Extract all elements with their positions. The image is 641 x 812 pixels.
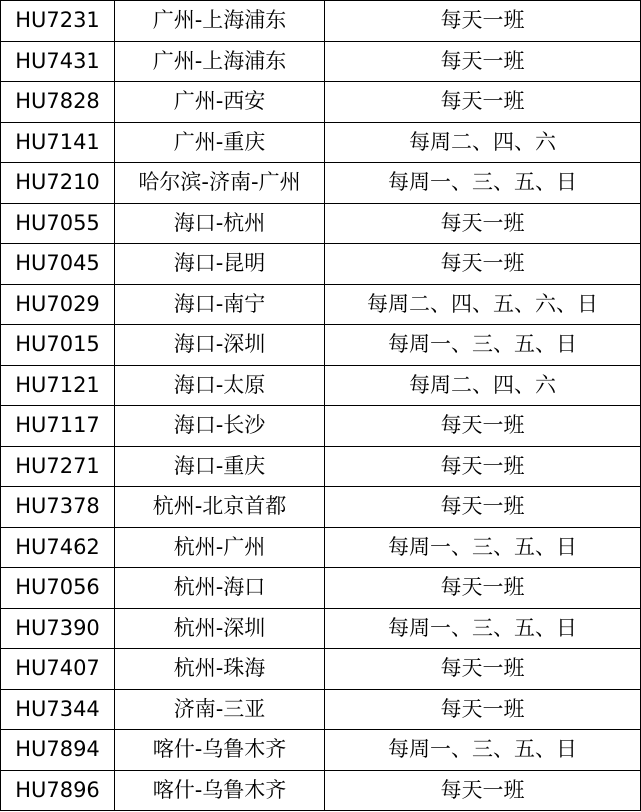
schedule-cell: 每天一班 <box>325 446 641 487</box>
flight-number-cell: HU7462 <box>1 527 115 568</box>
route-cell: 广州-重庆 <box>115 122 325 163</box>
schedule-cell: 每天一班 <box>325 487 641 528</box>
route-cell: 喀什-乌鲁木齐 <box>115 730 325 771</box>
schedule-cell: 每周一、三、五、日 <box>325 325 641 366</box>
flight-number-cell: HU7121 <box>1 365 115 406</box>
flight-number-cell: HU7407 <box>1 649 115 690</box>
route-cell: 济南-三亚 <box>115 689 325 730</box>
table-row <box>1 649 641 690</box>
route-cell: 海口-昆明 <box>115 244 325 285</box>
schedule-cell: 每周一、三、五、日 <box>325 163 641 204</box>
schedule-cell: 每天一班 <box>325 649 641 690</box>
flight-number-cell: HU7210 <box>1 163 115 204</box>
flight-number-cell: HU7431 <box>1 41 115 82</box>
flight-number-cell: HU7271 <box>1 446 115 487</box>
flight-number-cell: HU7117 <box>1 406 115 447</box>
route-cell: 海口-长沙 <box>115 406 325 447</box>
table-row <box>1 446 641 487</box>
table-row <box>1 406 641 447</box>
flight-number-cell: HU7056 <box>1 568 115 609</box>
table-row <box>1 203 641 244</box>
route-cell: 哈尔滨-济南-广州 <box>115 163 325 204</box>
schedule-cell: 每天一班 <box>325 568 641 609</box>
route-cell: 海口-太原 <box>115 365 325 406</box>
route-cell: 海口-深圳 <box>115 325 325 366</box>
table-row <box>1 689 641 730</box>
schedule-cell: 每天一班 <box>325 244 641 285</box>
table-row <box>1 568 641 609</box>
route-cell: 杭州-海口 <box>115 568 325 609</box>
schedule-cell: 每天一班 <box>325 770 641 811</box>
flight-number-cell: HU7378 <box>1 487 115 528</box>
table-row <box>1 770 641 811</box>
route-cell: 广州-上海浦东 <box>115 1 325 42</box>
schedule-cell: 每天一班 <box>325 82 641 123</box>
schedule-cell: 每天一班 <box>325 689 641 730</box>
route-cell: 杭州-深圳 <box>115 608 325 649</box>
route-cell: 喀什-乌鲁木齐 <box>115 770 325 811</box>
flight-number-cell: HU7141 <box>1 122 115 163</box>
flight-number-cell: HU7894 <box>1 730 115 771</box>
route-cell: 杭州-北京首都 <box>115 487 325 528</box>
table-row <box>1 41 641 82</box>
schedule-cell: 每周二、四、六 <box>325 122 641 163</box>
table-row <box>1 365 641 406</box>
table-row <box>1 163 641 204</box>
table-row <box>1 122 641 163</box>
table-row <box>1 527 641 568</box>
table-row <box>1 487 641 528</box>
flight-number-cell: HU7828 <box>1 82 115 123</box>
schedule-cell: 每天一班 <box>325 41 641 82</box>
route-cell: 杭州-广州 <box>115 527 325 568</box>
table-row <box>1 284 641 325</box>
schedule-cell: 每周一、三、五、日 <box>325 730 641 771</box>
flight-number-cell: HU7231 <box>1 1 115 42</box>
route-cell: 海口-杭州 <box>115 203 325 244</box>
flight-number-cell: HU7015 <box>1 325 115 366</box>
flight-number-cell: HU7896 <box>1 770 115 811</box>
table-row <box>1 325 641 366</box>
flight-number-cell: HU7045 <box>1 244 115 285</box>
flight-number-cell: HU7390 <box>1 608 115 649</box>
route-cell: 广州-上海浦东 <box>115 41 325 82</box>
schedule-cell: 每天一班 <box>325 1 641 42</box>
table-row <box>1 608 641 649</box>
schedule-cell: 每周一、三、五、日 <box>325 527 641 568</box>
table-row <box>1 82 641 123</box>
schedule-cell: 每天一班 <box>325 203 641 244</box>
flight-table-body <box>1 1 641 811</box>
flight-number-cell: HU7344 <box>1 689 115 730</box>
table-row <box>1 244 641 285</box>
table-row <box>1 1 641 42</box>
route-cell: 海口-南宁 <box>115 284 325 325</box>
table-row <box>1 730 641 771</box>
route-cell: 杭州-珠海 <box>115 649 325 690</box>
route-cell: 广州-西安 <box>115 82 325 123</box>
flight-number-cell: HU7055 <box>1 203 115 244</box>
flight-number-cell: HU7029 <box>1 284 115 325</box>
schedule-cell: 每周一、三、五、日 <box>325 608 641 649</box>
schedule-cell: 每周二、四、六 <box>325 365 641 406</box>
schedule-cell: 每天一班 <box>325 406 641 447</box>
schedule-cell: 每周二、四、五、六、日 <box>325 284 641 325</box>
route-cell: 海口-重庆 <box>115 446 325 487</box>
